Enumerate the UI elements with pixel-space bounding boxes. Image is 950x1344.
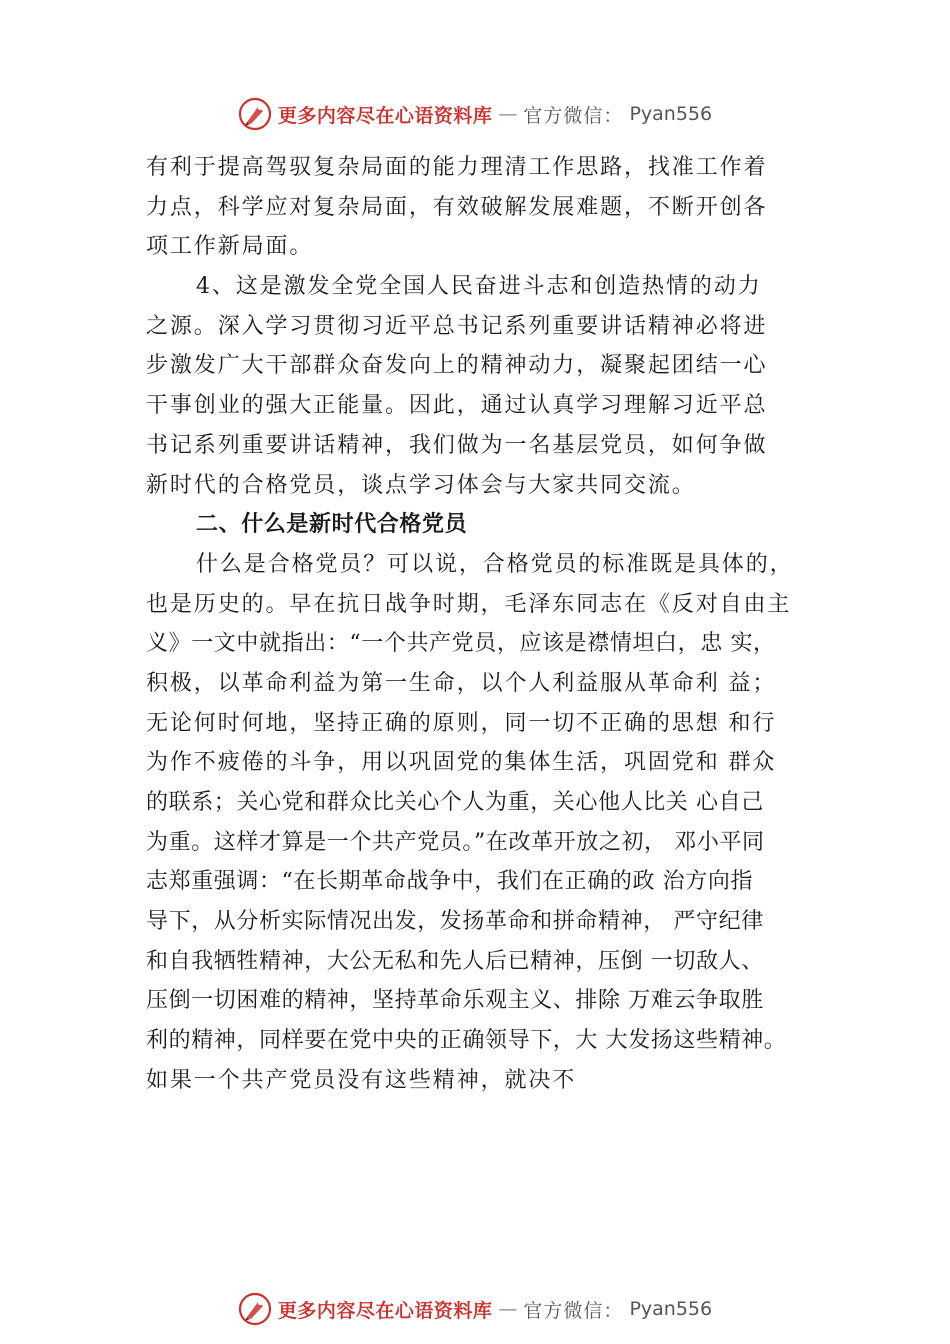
- body-line: 如果一个共产党员没有这些精神，就决不: [146, 1067, 577, 1093]
- body-line: 有利于提高驾驭复杂局面的能力理清工作思路，找准工作着: [146, 155, 768, 180]
- footer-brand: 更多内容尽在心语资料库: [277, 1299, 493, 1322]
- body-line: 为作不疲倦的斗争，用以巩固党的集体生活，巩固党和 群众: [146, 750, 777, 776]
- header-banner: [0, 94, 950, 134]
- footer-banner: [0, 1289, 950, 1329]
- footer-official-label: 官方微信：: [523, 1299, 624, 1322]
- body-line: 干事创业的强大正能量。因此，通过认真学习理解习近平总: [146, 393, 768, 419]
- body-line: 新时代的合格党员，谈点学习体会与大家共同交流。: [146, 472, 696, 498]
- body-line: 志郑重强调：“在长期革命战争中，我们在正确的政 治方向指: [146, 869, 754, 895]
- pen-nib-circle-icon: [238, 1292, 272, 1326]
- body-line: 力点，科学应对复杂局面，有效破解发展难题，不断开创各: [146, 194, 768, 220]
- body-line: 义》一文中就指出：“一个共产党员，应该是襟情坦白，忠 实，: [146, 631, 776, 657]
- section-heading: 二、什么是新时代合格党员: [196, 512, 468, 538]
- body-line: 为重。这样才算是一个共产党员。”在改革开放之初， 邓小平同: [146, 829, 765, 855]
- body-line: 的联系；关心党和群众比关心个人为重，关心他人比关 心自己: [146, 790, 764, 815]
- header-brand: 更多内容尽在心语资料库: [277, 104, 493, 127]
- body-line: 和自我牺牲精神，大公无私和先人后已精神，压倒 一切敌人、: [146, 948, 764, 974]
- body-line: 无论何时何地，坚持正确的原则，同一切不正确的思想 和行: [146, 710, 777, 736]
- document-body: [146, 148, 846, 1101]
- footer-wechat-handle: Pyan556: [629, 1298, 713, 1320]
- header-official-label: 官方微信：: [523, 104, 624, 127]
- header-wechat-handle: Pyan556: [629, 103, 713, 125]
- body-line: 导下，从分析实际情况出发，发扬革命和拼命精神， 严守纪律: [146, 909, 764, 935]
- pen-nib-circle-icon: [238, 97, 272, 131]
- footer-separator: —: [498, 1298, 518, 1320]
- body-line: 什么是合格党员？可以说，合格党员的标准既是具体的，: [196, 551, 794, 577]
- header-separator: —: [498, 103, 518, 125]
- body-line: 书记系列重要讲话精神，我们做为一名基层党员，如何争做: [146, 432, 768, 458]
- body-line: 积极，以革命利益为第一生命，以个人利益服从革命利 益；: [146, 670, 777, 696]
- body-line: 项工作新局面。: [146, 234, 314, 260]
- body-line: 4、这是激发全党全国人民奋进斗志和创造热情的动力: [196, 274, 762, 300]
- body-line: 压倒一切困难的精神，坚持革命乐观主义、排除 万难云争取胜: [146, 988, 764, 1014]
- body-line: 步激发广大干部群众奋发向上的精神动力，凝聚起团结一心: [146, 353, 768, 379]
- body-line: 也是历史的。早在抗日战争时期，毛泽东同志在《反对自由主: [146, 591, 792, 617]
- body-line: 之源。深入学习贯彻习近平总书记系列重要讲话精神必将进: [146, 313, 768, 339]
- body-line: 利的精神，同样要在党中央的正确领导下，大 大发扬这些精神。: [146, 1028, 787, 1054]
